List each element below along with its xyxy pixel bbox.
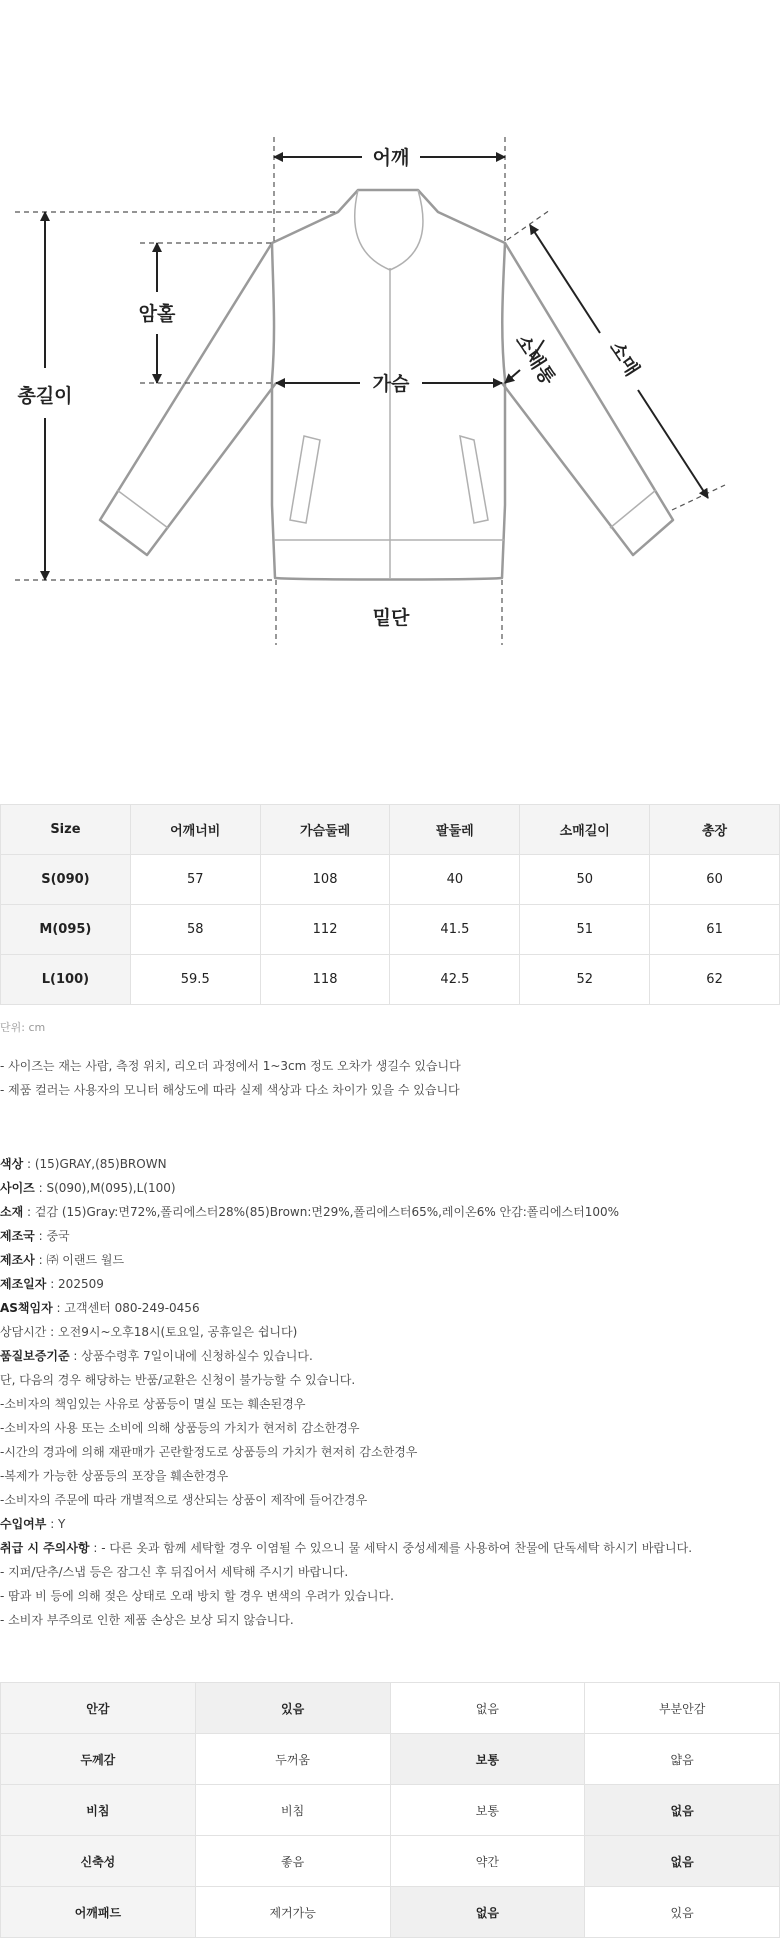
size-value-cell: 112	[260, 905, 390, 955]
info-line	[0, 1488, 780, 1512]
size-value-cell: 42.5	[390, 955, 520, 1005]
size-note-line: - 제품 컬러는 사용자의 모니터 해상도에 따라 실제 색상과 다소 차이가 있을 수 있습니다	[0, 1083, 460, 1097]
info-line	[0, 1608, 780, 1632]
info-value: -소비자의 책임있는 사유로 상품등이 멸실 또는 훼손된경우	[0, 1397, 306, 1411]
info-label: 색상	[0, 1157, 24, 1171]
attribute-row	[1, 1887, 780, 1938]
sleeve-width-arrow-bottom	[505, 370, 520, 383]
info-value: 단, 다음의 경우 해당하는 반품/교환은 신청이 불가능할 수 있습니다.	[0, 1373, 356, 1387]
info-as-contact	[0, 1296, 780, 1320]
info-label: 제조국	[0, 1229, 35, 1243]
info-material	[0, 1200, 780, 1224]
info-line	[0, 1560, 780, 1584]
size-value-cell: 57	[130, 855, 260, 905]
guide-lines	[15, 137, 725, 645]
info-line	[0, 1464, 780, 1488]
info-value: : - 다른 옷과 함께 세탁할 경우 이염될 수 있으니 물 세탁시 중성세제를 사용하여 찬물에 단독세탁 하시기 바랍니다.	[89, 1541, 693, 1555]
info-value: : 고객센터 080-249-0456	[52, 1301, 200, 1315]
info-value: -시간의 경과에 의해 재판매가 곤란할정도로 상품등의 가치가 현저히 감소한경우	[0, 1445, 418, 1459]
info-line	[0, 1368, 780, 1392]
info-label: 제조사	[0, 1253, 35, 1267]
size-value-cell: 41.5	[390, 905, 520, 955]
info-value: : 중국	[34, 1229, 70, 1243]
size-value-cell: 59.5	[130, 955, 260, 1005]
info-value: : Y	[46, 1517, 66, 1531]
size-notes	[0, 1054, 461, 1102]
size-value-cell: 62	[650, 955, 780, 1005]
info-label: 제조일자	[0, 1277, 47, 1291]
size-measurement-diagram	[0, 0, 780, 800]
info-line	[0, 1416, 780, 1440]
sleeve-width-label: 소매통	[510, 330, 560, 389]
info-care-instructions	[0, 1536, 780, 1560]
attribute-option-selected: 없음	[585, 1785, 780, 1836]
size-table-header: 어깨너비	[130, 805, 260, 855]
info-value: - 땀과 비 등에 의해 젖은 상태로 오래 방치 할 경우 변색의 우려가 있습니다.	[0, 1589, 394, 1603]
attribute-name: 비침	[1, 1785, 196, 1836]
info-line	[0, 1440, 780, 1464]
info-label: 품질보증기준	[0, 1349, 70, 1363]
size-table-header: 팔둘레	[390, 805, 520, 855]
size-table-header: 가슴둘레	[260, 805, 390, 855]
total-length-label: 총길이	[17, 385, 73, 407]
info-value: - 소비자 부주의로 인한 제품 손상은 보상 되지 않습니다.	[0, 1613, 294, 1627]
info-value: -소비자의 주문에 따라 개별적으로 생산되는 상품이 제작에 들어간경우	[0, 1493, 368, 1507]
info-line	[0, 1584, 780, 1608]
size-value-cell: 108	[260, 855, 390, 905]
sleeve-arrow-top	[530, 225, 600, 333]
size-value-cell: 40	[390, 855, 520, 905]
size-value-cell: 61	[650, 905, 780, 955]
info-label: 소재	[0, 1205, 24, 1219]
size-table	[0, 804, 780, 1005]
sleeve-label: 소매	[604, 337, 644, 381]
info-value: : (15)GRAY,(85)BROWN	[23, 1157, 167, 1171]
size-table-header: 소매길이	[520, 805, 650, 855]
attribute-option: 없음	[390, 1683, 585, 1734]
size-cell: S(090)	[1, 855, 131, 905]
info-quality-guarantee	[0, 1344, 780, 1368]
attribute-name: 두께감	[1, 1734, 196, 1785]
info-size	[0, 1176, 780, 1200]
armhole-label: 암홀	[138, 303, 176, 325]
attribute-option-selected: 없음	[585, 1836, 780, 1887]
attribute-option: 제거가능	[195, 1887, 390, 1938]
jacket-diagram	[0, 0, 780, 800]
size-value-cell: 58	[130, 905, 260, 955]
shoulder-label: 어깨	[372, 147, 410, 169]
attribute-option: 있음	[585, 1887, 780, 1938]
size-value-cell: 118	[260, 955, 390, 1005]
attribute-option-selected: 있음	[195, 1683, 390, 1734]
size-table-row	[1, 955, 780, 1005]
size-value-cell: 50	[520, 855, 650, 905]
info-value: : S(090),M(095),L(100)	[34, 1181, 176, 1195]
attribute-option: 부분안감	[585, 1683, 780, 1734]
size-table-header: 총장	[650, 805, 780, 855]
attribute-name: 신축성	[1, 1836, 196, 1887]
attribute-option-selected: 보통	[390, 1734, 585, 1785]
info-country	[0, 1224, 780, 1248]
info-value: 상담시간 : 오전9시~오후18시(토요일, 공휴일은 쉽니다)	[0, 1325, 298, 1339]
size-table-header: Size	[1, 805, 131, 855]
size-table-row	[1, 855, 780, 905]
attribute-option: 좋음	[195, 1836, 390, 1887]
info-label: 취급 시 주의사항	[0, 1541, 90, 1555]
info-value: : ㈜ 이랜드 월드	[34, 1253, 125, 1267]
attribute-row	[1, 1734, 780, 1785]
size-table-header-row	[1, 805, 780, 855]
attribute-row	[1, 1683, 780, 1734]
attribute-table	[0, 1682, 780, 1938]
product-info	[0, 1152, 780, 1632]
chest-label: 가슴	[372, 373, 410, 395]
attribute-option: 비침	[195, 1785, 390, 1836]
info-label: 수입여부	[0, 1517, 47, 1531]
info-consult-hours	[0, 1320, 780, 1344]
size-cell: M(095)	[1, 905, 131, 955]
hem-label: 밑단	[372, 607, 410, 629]
info-value: -소비자의 사용 또는 소비에 의해 상품등의 가치가 현저히 감소한경우	[0, 1421, 360, 1435]
attribute-row	[1, 1785, 780, 1836]
info-value: - 지퍼/단추/스냅 등은 잠그신 후 뒤집어서 세탁해 주시기 바랍니다.	[0, 1565, 349, 1579]
size-table-row	[1, 905, 780, 955]
attribute-name: 안감	[1, 1683, 196, 1734]
info-manufacture-date	[0, 1272, 780, 1296]
size-value-cell: 51	[520, 905, 650, 955]
info-value: : 상품수령후 7일이내에 신청하실수 있습니다.	[69, 1349, 313, 1363]
info-value: : 202509	[46, 1277, 104, 1291]
attribute-option: 두꺼움	[195, 1734, 390, 1785]
attribute-option: 약간	[390, 1836, 585, 1887]
size-value-cell: 60	[650, 855, 780, 905]
attribute-table-body	[1, 1683, 780, 1938]
info-color	[0, 1152, 780, 1176]
size-cell: L(100)	[1, 955, 131, 1005]
unit-note: 단위: cm	[0, 1021, 46, 1034]
info-manufacturer	[0, 1248, 780, 1272]
attribute-option: 보통	[390, 1785, 585, 1836]
size-value-cell: 52	[520, 955, 650, 1005]
size-note-line: - 사이즈는 재는 사람, 측정 위치, 리오더 과정에서 1~3cm 정도 오차가 생길수 있습니다	[0, 1059, 461, 1073]
attribute-option: 얇음	[585, 1734, 780, 1785]
dimension-arrows	[45, 157, 708, 580]
info-label: 사이즈	[0, 1181, 35, 1195]
info-value: -복제가 가능한 상품등의 포장을 훼손한경우	[0, 1469, 229, 1483]
info-value: : 겉감 (15)Gray:면72%,폴리에스터28%(85)Brown:면29%,폴리에스터65%,레이온6% 안감:폴리에스터100%	[23, 1205, 620, 1219]
attribute-row	[1, 1836, 780, 1887]
info-line	[0, 1392, 780, 1416]
info-import	[0, 1512, 780, 1536]
info-label: AS책임자	[0, 1301, 53, 1315]
attribute-name: 어깨패드	[1, 1887, 196, 1938]
attribute-option-selected: 없음	[390, 1887, 585, 1938]
